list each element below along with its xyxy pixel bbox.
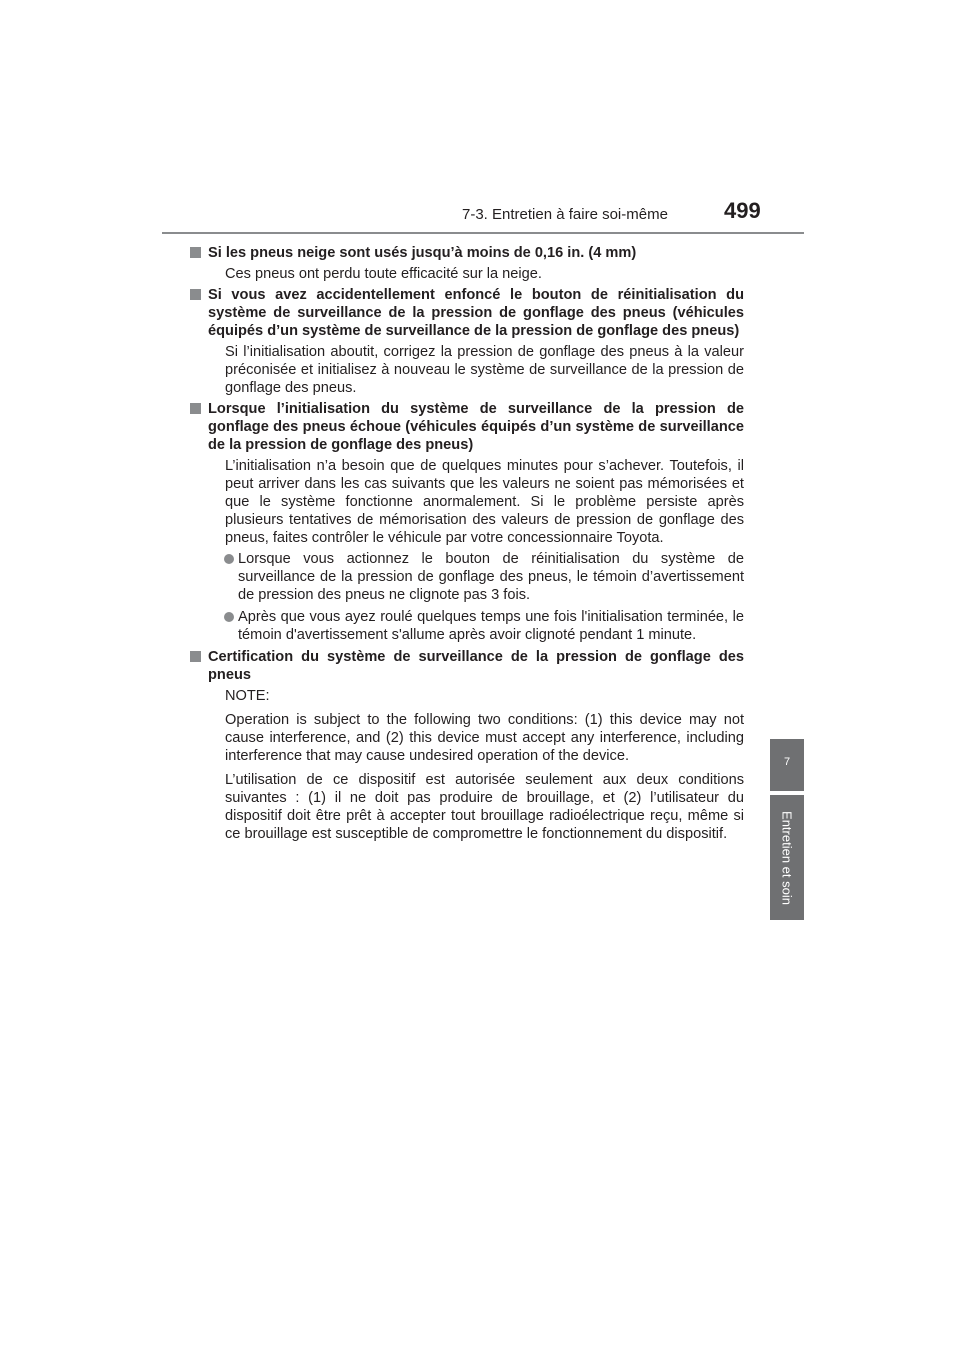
list-item-text: Lorsque vous actionnez le bouton de réinitialisation du système de surveillance de la pression de gonflage des pneus, le témoin d’avertissement de pression des pneus ne clignote pas 3 fois. <box>238 551 744 603</box>
section-paragraph: L’initialisation n’a besoin que de quelques minutes pour s’achever. Toutefois, il peut arriver dans les cas suivants que les valeurs ne soient pas mémorisées et que le système fonctionne anormalement. Si le problème persiste après plusieurs tentatives de mémorisation des valeurs de pression de gonflage des pneus, faites contrôler le véhicule par votre concessionnaire Toyota. <box>225 458 744 546</box>
header-rule <box>162 232 804 234</box>
section-paragraph-french: L’utilisation de ce dispositif est autorisée seulement aux deux conditions suivantes : (1) il ne doit pas produire de brouillage, et (2) l’utilisateur du dispositif doit être prêt à accepter tout brouillage radioélectrique reçu, même si ce brouillage est susceptible de compromettre le fonctionnement du dispositif. <box>225 772 744 842</box>
square-bullet-icon <box>190 651 201 662</box>
round-bullet-icon <box>224 612 234 622</box>
list-item-text: Après que vous ayez roulé quelques temps une fois l'initialisation terminée, le témoin d'avertissement s'allume après avoir clignoté pendant 1 minute. <box>238 609 744 643</box>
section-title-text: Lorsque l’initialisation du système de surveillance de la pression de gonflage des pneus échoue (véhicules équipés d’un système de surveillance de la pression de gonflage des pneus) <box>208 401 744 453</box>
section-snow-tires <box>208 244 744 283</box>
section-title <box>208 400 744 454</box>
section-paragraph: Ces pneus ont perdu toute efficacité sur la neige. <box>225 266 542 282</box>
square-bullet-icon <box>190 289 201 300</box>
page-content <box>208 244 744 849</box>
chapter-label: Entretien et soin <box>779 810 795 905</box>
section-title <box>208 286 744 340</box>
chapter-tab-label <box>770 795 804 920</box>
chapter-number: 7 <box>783 756 791 768</box>
round-bullet-icon <box>224 554 234 564</box>
section-certification <box>208 648 744 843</box>
square-bullet-icon <box>190 403 201 414</box>
chapter-tab-number <box>770 739 804 791</box>
section-paragraph: Si l’initialisation aboutit, corrigez la pression de gonflage des pneus à la valeur préconisée et initialisez à nouveau le système de surveillance de la pression de gonflage des pneus. <box>225 344 744 396</box>
note-label: NOTE: <box>225 688 270 704</box>
section-title-text: Si les pneus neige sont usés jusqu’à moins de 0,16 in. (4 mm) <box>208 245 637 261</box>
list-item <box>238 550 744 604</box>
section-title-text: Certification du système de surveillance de la pression de gonflage des pneus <box>208 649 744 683</box>
section-paragraph-english: Operation is subject to the following two conditions: (1) this device may not cause interference, and (2) this device must accept any interference, including interference that may cause undesired operation of the device. <box>225 712 744 764</box>
section-title <box>208 244 744 262</box>
list-item <box>238 608 744 644</box>
section-title <box>208 648 744 684</box>
section-title-text: Si vous avez accidentellement enfoncé le bouton de réinitialisation du système de surveillance de la pression de gonflage des pneus (véhicules équipés d’un système de surveillance de la pression de gonflage des pneus) <box>208 287 744 339</box>
section-header: 7-3. Entretien à faire soi-même <box>462 206 668 223</box>
square-bullet-icon <box>190 247 201 258</box>
section-reset-button <box>208 286 744 397</box>
section-initialization-fails <box>208 400 744 644</box>
page-number: 499 <box>724 198 761 223</box>
